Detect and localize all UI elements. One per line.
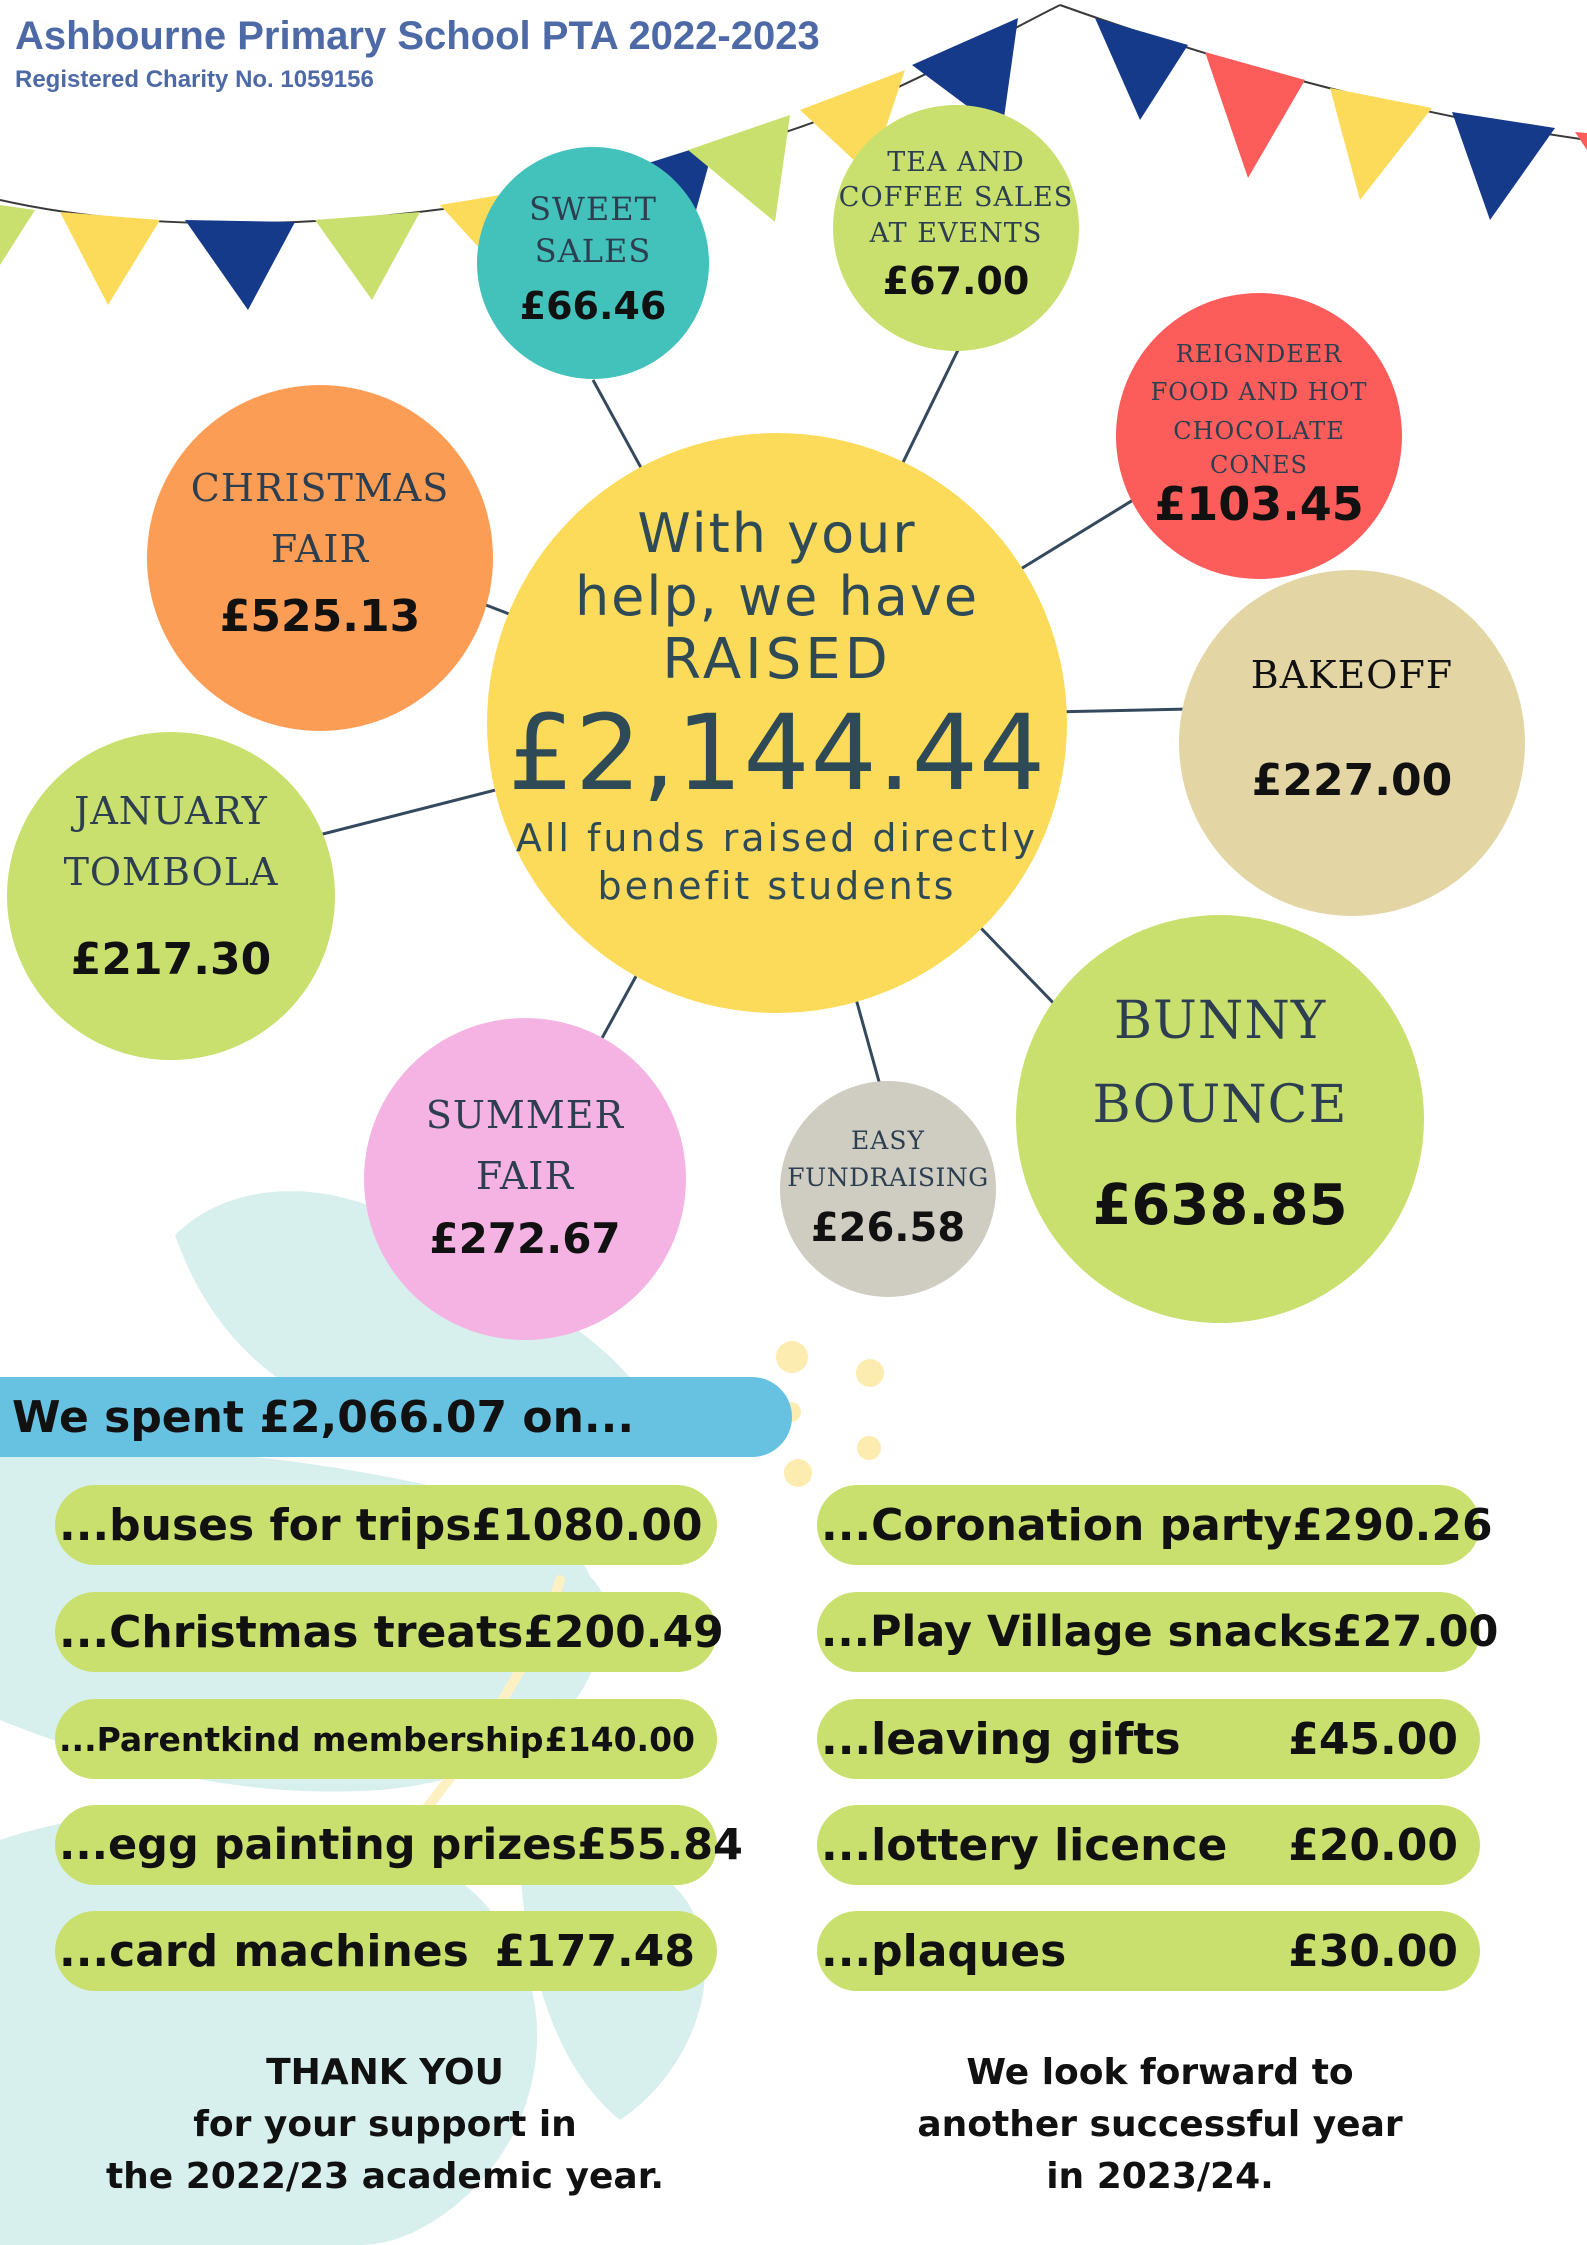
- spent-item: [817, 1699, 1480, 1779]
- center-line-2: help, we have: [574, 565, 980, 629]
- center-note-2: benefit students: [597, 863, 957, 908]
- christmas-fair-label-1: CHRISTMAS: [190, 465, 450, 510]
- reindeer-food-bubble: [1116, 293, 1402, 579]
- easy-fundraising-amount: £26.58: [810, 1204, 966, 1251]
- thank-you-line-3: the 2022/23 academic year.: [105, 2156, 665, 2198]
- spent-item: [55, 1805, 743, 1885]
- bunny-bounce-bubble: [1016, 915, 1424, 1323]
- center-total-bubble: [487, 433, 1067, 1013]
- sweet-sales-label-1: SWEET: [529, 189, 657, 228]
- summer-fair-label-1: SUMMER: [425, 1092, 625, 1137]
- spent-item-amount: £290.26: [1292, 1499, 1493, 1551]
- spent-item-label: ...Play Village snacks: [821, 1607, 1333, 1657]
- spent-item-amount: £55.84: [577, 1820, 743, 1870]
- spent-item: [817, 1485, 1493, 1565]
- spent-item: [55, 1911, 717, 1991]
- tea-coffee-amount: £67.00: [882, 259, 1030, 304]
- look-forward-line-1: We look forward to: [966, 2052, 1354, 2093]
- thank-you-line-2: for your support in: [193, 2104, 577, 2146]
- thank-you-message: [90, 2047, 680, 2204]
- spent-heading: We spent £2,066.07 on...: [12, 1391, 635, 1443]
- january-tombola-bubble: [7, 732, 335, 1060]
- dots-decoration: [776, 1341, 884, 1487]
- center-raised: RAISED: [662, 627, 892, 693]
- spent-item: [817, 1805, 1480, 1885]
- center-total-amount: £2,144.44: [507, 691, 1047, 814]
- reindeer-food-label-3: CHOCOLATE: [1173, 416, 1345, 445]
- spent-item-label: ...card machines: [59, 1925, 469, 1977]
- spent-item-amount: £45.00: [1288, 1713, 1458, 1765]
- reindeer-food-label-2: FOOD AND HOT: [1150, 378, 1368, 407]
- easy-fundraising-bubble: [780, 1081, 996, 1297]
- spent-item-amount: £20.00: [1288, 1819, 1458, 1871]
- spent-item: [817, 1911, 1480, 1991]
- summer-fair-bubble: [364, 1018, 686, 1340]
- sweet-sales-bubble: [477, 147, 709, 379]
- summer-fair-amount: £272.67: [429, 1214, 621, 1264]
- easy-fundraising-label-1: EASY: [851, 1125, 925, 1155]
- center-line-1: With your: [637, 501, 917, 565]
- spent-item-label: ...egg painting prizes: [59, 1820, 578, 1870]
- christmas-fair-bubble: [147, 385, 493, 731]
- reindeer-food-label-1: REIGNDEER: [1175, 339, 1343, 368]
- look-forward-line-3: in 2023/24.: [1046, 2156, 1274, 2198]
- bunny-bounce-label-2: BOUNCE: [1092, 1074, 1348, 1135]
- spent-item: [55, 1485, 717, 1565]
- bakeoff-amount: £227.00: [1251, 754, 1453, 806]
- christmas-fair-label-2: FAIR: [270, 526, 370, 571]
- january-tombola-label-2: TOMBOLA: [63, 849, 279, 894]
- spent-item: [55, 1699, 717, 1779]
- easy-fundraising-label-2: FUNDRAISING: [787, 1163, 989, 1192]
- january-tombola-label-1: JANUARY: [74, 788, 268, 833]
- january-tombola-amount: £217.30: [70, 934, 272, 986]
- page-title: Ashbourne Primary School PTA 2022-2023: [15, 14, 820, 58]
- spent-item-label: ...Christmas treats: [59, 1606, 524, 1658]
- spent-item-amount: £30.00: [1288, 1925, 1458, 1977]
- spent-item-label: ...leaving gifts: [821, 1713, 1181, 1765]
- spent-item: [817, 1592, 1499, 1672]
- tea-coffee-bubble: [833, 105, 1079, 351]
- charity-number: Registered Charity No. 1059156: [15, 66, 374, 93]
- tea-coffee-label-2: COFFEE SALES: [838, 182, 1074, 214]
- christmas-fair-amount: £525.13: [219, 591, 421, 643]
- summer-fair-label-2: FAIR: [475, 1153, 575, 1198]
- spent-item-label: ...Coronation party: [821, 1499, 1293, 1551]
- sweet-sales-label-2: SALES: [534, 232, 652, 270]
- sweet-sales-amount: £66.46: [519, 284, 667, 329]
- look-forward-message: [865, 2047, 1455, 2204]
- tea-coffee-label-3: AT EVENTS: [869, 217, 1043, 249]
- look-forward-line-2: another successful year: [917, 2104, 1403, 2146]
- thank-you-line-1: THANK YOU: [266, 2052, 504, 2093]
- spent-item-amount: £1080.00: [471, 1499, 703, 1551]
- spent-item-label: ...Parentkind membership: [59, 1719, 544, 1759]
- reindeer-food-amount: £103.45: [1154, 477, 1364, 532]
- tea-coffee-label-1: TEA AND: [887, 146, 1025, 178]
- bunny-bounce-label-1: BUNNY: [1113, 991, 1327, 1052]
- bakeoff-label: BAKEOFF: [1250, 653, 1454, 698]
- spent-item-label: ...plaques: [821, 1925, 1067, 1977]
- spent-item-amount: £177.48: [494, 1925, 695, 1977]
- spent-item-amount: £140.00: [544, 1719, 695, 1759]
- spent-item-amount: £27.00: [1332, 1607, 1499, 1657]
- spent-item-label: ...buses for trips: [59, 1499, 472, 1551]
- spent-heading-banner: [0, 1377, 792, 1457]
- bunny-bounce-amount: £638.85: [1092, 1172, 1348, 1238]
- center-note-1: All funds raised directly: [515, 816, 1039, 861]
- spent-item-amount: £200.49: [523, 1606, 724, 1658]
- reindeer-food-label-4: CONES: [1210, 450, 1308, 479]
- bakeoff-bubble: [1179, 570, 1525, 916]
- spent-item-label: ...lottery licence: [821, 1819, 1228, 1871]
- spent-item: [55, 1592, 724, 1672]
